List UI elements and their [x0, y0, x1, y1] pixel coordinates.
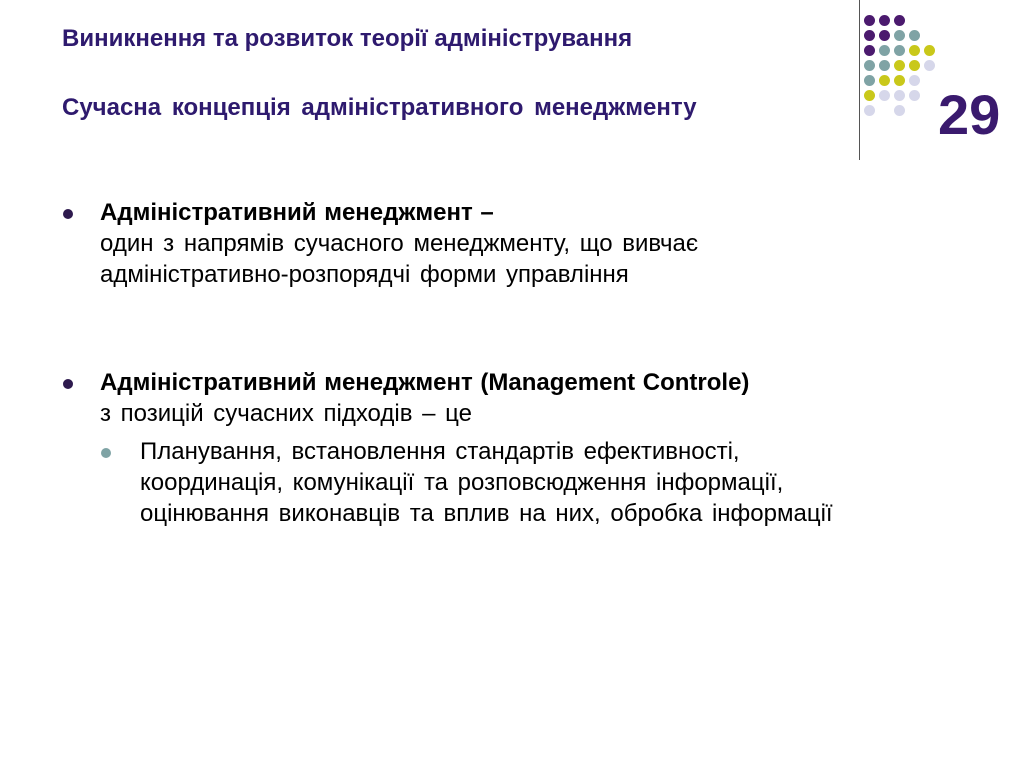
decorative-dot: [894, 105, 905, 116]
decorative-dot: [864, 60, 875, 71]
decorative-dot: [909, 90, 920, 101]
decorative-dot: [879, 60, 890, 71]
slide-subtitle: Сучасна концепція адміністративного менеджменту: [62, 94, 697, 121]
sub-bullet-text-line: Планування, встановлення стандартів ефективності,: [140, 438, 740, 465]
divider-line: [859, 0, 860, 160]
slide-number: 29: [938, 83, 1001, 146]
decorative-dot: [894, 30, 905, 41]
bullet-term: Адміністративний менеджмент (Management Controle): [100, 369, 750, 396]
decorative-dot: [924, 60, 935, 71]
decorative-dot: [894, 75, 905, 86]
decorative-dot: [864, 15, 875, 26]
decorative-dot: [864, 75, 875, 86]
decorative-dot: [864, 90, 875, 101]
decorative-dot: [909, 60, 920, 71]
decorative-dot: [879, 90, 890, 101]
decorative-dot: [909, 15, 920, 26]
decorative-dot: [909, 105, 920, 116]
decorative-dot: [924, 30, 935, 41]
bullet-dot: [63, 209, 73, 219]
decorative-dot: [909, 75, 920, 86]
bullet-text-line: один з напрямів сучасного менеджменту, що вивчає: [100, 230, 699, 257]
decorative-dot: [879, 75, 890, 86]
decorative-dot: [924, 90, 935, 101]
decorative-dot: [879, 105, 890, 116]
decorative-dot: [894, 60, 905, 71]
decorative-dot: [909, 30, 920, 41]
decorative-dot: [894, 90, 905, 101]
sub-bullet-text-line: оцінювання виконавців та вплив на них, обробка інформації: [140, 500, 833, 527]
decorative-dot: [879, 45, 890, 56]
bullet-dot: [63, 379, 73, 389]
decorative-dot: [864, 45, 875, 56]
decorative-dot: [924, 15, 935, 26]
decorative-dot: [879, 15, 890, 26]
decorative-dot: [924, 75, 935, 86]
decorative-dot: [909, 45, 920, 56]
sub-bullet-dot: [101, 448, 111, 458]
decorative-dot: [924, 45, 935, 56]
decorative-dot: [924, 105, 935, 116]
bullet-term: Адміністративний менеджмент –: [100, 199, 494, 226]
bullet-text-line: адміністративно-розпорядчі форми управління: [100, 261, 629, 288]
decorative-dot: [894, 45, 905, 56]
slide-title: Виникнення та розвиток теорії адміністрування: [62, 25, 633, 52]
decorative-dot: [879, 30, 890, 41]
decorative-dot: [864, 105, 875, 116]
decorative-dot: [894, 15, 905, 26]
decorative-dot: [864, 30, 875, 41]
bullet-text-line: з позицій сучасних підходів – це: [100, 400, 472, 427]
decorative-dot-grid: [864, 15, 935, 116]
sub-bullet-text-line: координація, комунікації та розповсюдження інформації,: [140, 469, 784, 496]
